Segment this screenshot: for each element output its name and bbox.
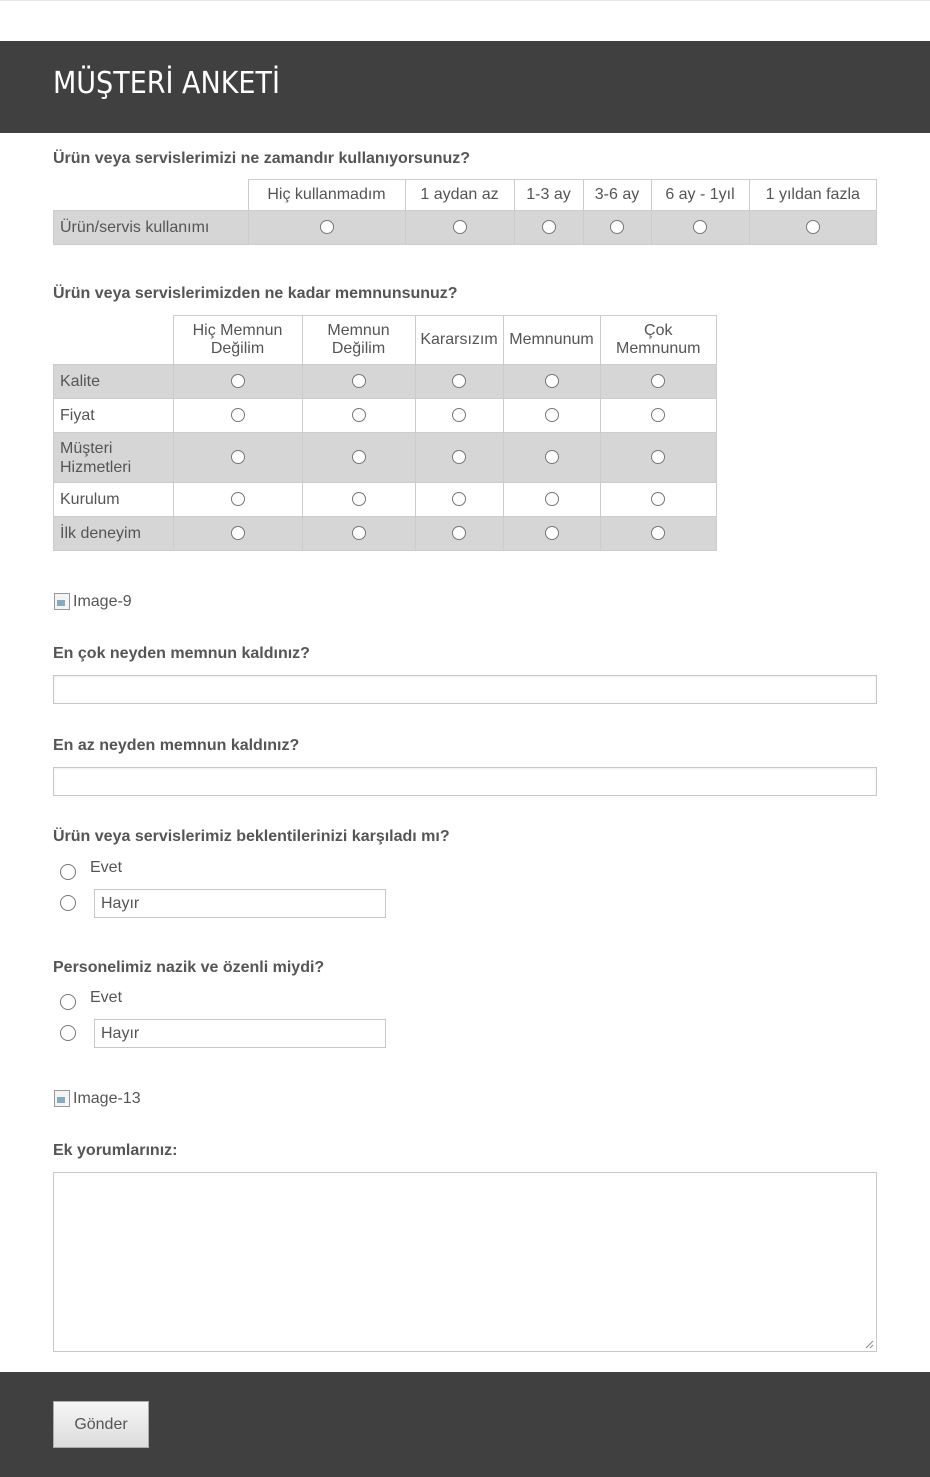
radio-icon[interactable] xyxy=(545,526,559,540)
radio-icon[interactable] xyxy=(352,450,366,464)
radio-icon[interactable] xyxy=(806,220,820,234)
broken-image-icon xyxy=(53,1089,73,1107)
page-footer xyxy=(0,1372,930,1477)
radio-icon[interactable] xyxy=(693,220,707,234)
image-placeholder: Image-13 xyxy=(53,1089,141,1108)
page-title: MÜŞTERİ ANKETİ xyxy=(53,66,280,101)
table-row xyxy=(54,433,717,483)
radio-icon[interactable] xyxy=(320,220,334,234)
radio-icon[interactable] xyxy=(352,408,366,422)
table-row xyxy=(54,399,717,433)
column-header: 1 yıldan fazla xyxy=(749,180,877,211)
column-header: Memnunum xyxy=(503,316,600,365)
radio-icon[interactable] xyxy=(352,492,366,506)
radio-icon[interactable] xyxy=(651,526,665,540)
radio-icon[interactable] xyxy=(231,526,245,540)
radio-icon[interactable] xyxy=(610,220,624,234)
column-header: 1 aydan az xyxy=(405,180,514,211)
top-strip xyxy=(0,0,930,41)
radio-icon[interactable] xyxy=(60,895,76,911)
radio-icon[interactable] xyxy=(352,526,366,540)
broken-image-icon xyxy=(53,592,73,610)
column-header: 1-3 ay xyxy=(514,180,583,211)
row-label: Fiyat xyxy=(54,399,174,433)
table-row xyxy=(54,483,717,517)
radio-icon[interactable] xyxy=(545,492,559,506)
image-placeholder: Image-9 xyxy=(53,592,132,611)
radio-icon[interactable] xyxy=(231,492,245,506)
question-most-satisfied: En çok neyden memnun kaldınız? xyxy=(53,645,310,662)
radio-icon[interactable] xyxy=(231,450,245,464)
radio-icon[interactable] xyxy=(452,374,466,388)
usage-duration-grid xyxy=(53,179,877,245)
column-header: Memnun Değilim xyxy=(302,316,415,365)
question-satisfaction: Ürün veya servislerimizden ne kadar memnunsunuz? xyxy=(53,285,458,302)
table-row xyxy=(54,517,717,551)
comments-textarea[interactable] xyxy=(53,1172,877,1352)
radio-icon[interactable] xyxy=(651,374,665,388)
radio-icon[interactable] xyxy=(231,374,245,388)
table-row xyxy=(54,365,717,399)
radio-icon[interactable] xyxy=(60,864,76,880)
radio-icon[interactable] xyxy=(60,994,76,1010)
radio-icon[interactable] xyxy=(231,408,245,422)
column-header: Hiç kullanmadım xyxy=(248,180,405,211)
question-additional-comments: Ek yorumlarınız: xyxy=(53,1142,178,1159)
other-input[interactable]: Hayır xyxy=(94,1019,386,1048)
question-staff-courtesy: Personelimiz nazik ve özenli miydi? xyxy=(53,959,325,976)
satisfaction-grid xyxy=(53,315,717,551)
radio-icon[interactable] xyxy=(452,408,466,422)
page-header xyxy=(0,41,930,133)
radio-icon[interactable] xyxy=(651,492,665,506)
question-expectations: Ürün veya servislerimiz beklentilerinizi karşıladı mı? xyxy=(53,828,450,845)
most-satisfied-input[interactable] xyxy=(53,675,877,704)
row-label: Ürün/servis kullanımı xyxy=(54,211,249,245)
question-least-satisfied: En az neyden memnun kaldınız? xyxy=(53,737,300,754)
column-header: Çok Memnunum xyxy=(600,316,717,365)
radio-icon[interactable] xyxy=(542,220,556,234)
radio-icon[interactable] xyxy=(452,526,466,540)
row-label: Kurulum xyxy=(54,483,174,517)
question-usage-duration: Ürün veya servislerimizi ne zamandır kullanıyorsunuz? xyxy=(53,150,471,167)
resize-handle-icon[interactable] xyxy=(864,1339,874,1349)
submit-button[interactable]: Gönder xyxy=(53,1401,149,1448)
radio-icon[interactable] xyxy=(453,220,467,234)
row-label: İlk deneyim xyxy=(54,517,174,551)
radio-icon[interactable] xyxy=(452,492,466,506)
column-header: 3-6 ay xyxy=(583,180,651,211)
row-label: Müşteri Hizmetleri xyxy=(54,433,174,483)
radio-icon[interactable] xyxy=(545,450,559,464)
column-header: Kararsızım xyxy=(415,316,503,365)
column-header: 6 ay - 1yıl xyxy=(651,180,749,211)
radio-icon[interactable] xyxy=(545,374,559,388)
radio-icon[interactable] xyxy=(352,374,366,388)
radio-icon[interactable] xyxy=(651,408,665,422)
other-input[interactable]: Hayır xyxy=(94,889,386,918)
least-satisfied-input[interactable] xyxy=(53,767,877,796)
column-header: Hiç Memnun Değilim xyxy=(173,316,302,365)
radio-icon[interactable] xyxy=(651,450,665,464)
radio-icon[interactable] xyxy=(60,1025,76,1041)
radio-icon[interactable] xyxy=(452,450,466,464)
row-label: Kalite xyxy=(54,365,174,399)
table-row xyxy=(54,211,877,245)
radio-icon[interactable] xyxy=(545,408,559,422)
